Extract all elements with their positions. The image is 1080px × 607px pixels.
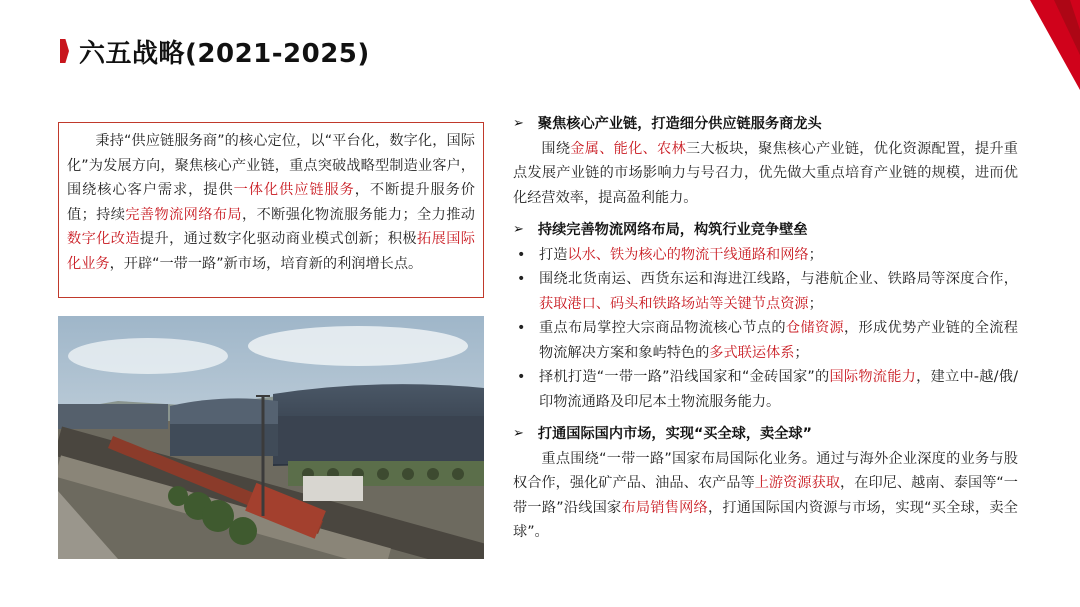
body-text: ，不断提升服务价值；持续 [67, 182, 475, 223]
arrow-bullet-icon: ➢ [513, 116, 524, 131]
highlight-text: 多式联运体系 [709, 344, 795, 361]
body-text: 重点围绕“一带一路”国家布局国际化业务。通过与海外企业深度的业务与股权合作，强化矿产品、油品、农产品等 [513, 450, 1018, 491]
section-title: ➢ 持续完善物流网络布局，构筑行业竞争壁垒 [513, 218, 1018, 243]
section-title: ➢ 打通国际国内市场，实现“买全球，卖全球” [513, 422, 1018, 447]
highlight-text: 数字化改造 [67, 231, 140, 247]
body-text: ，形成优势产业链的全流程物流解决方案和象屿特色的 [539, 320, 1018, 361]
page-title: 六五战略(2021-2025) [79, 38, 370, 69]
strategy-summary-box [58, 122, 484, 298]
body-text: 围绕 [541, 140, 571, 157]
title-marker-icon [60, 39, 69, 63]
section-international-market [513, 422, 1018, 545]
bullet-list [513, 243, 1018, 415]
body-text: 三大板块，聚焦核心产业链，优化资源配置，提升重点发展产业链的市场影响力与号召力，优先做大重点培育产业链的规模，进而优化经营效率，提高盈利能力。 [513, 140, 1018, 206]
body-text: 择机打造“一带一路”沿线国家和“金砖国家”的 [539, 369, 830, 385]
bullet-dot-icon: • [517, 320, 526, 336]
corner-decoration [1010, 0, 1080, 110]
body-text: 围绕北货南运、西货东运和海进江线路，与港航企业、铁路局等深度合作， [539, 271, 1018, 287]
body-text: ，开辟“一带一路”新市场，培育新的利润增长点。 [109, 255, 423, 272]
section-logistics-network [513, 218, 1018, 414]
strategy-details [513, 112, 1018, 553]
bullet-dot-icon: • [517, 369, 526, 385]
title-bar [60, 34, 370, 68]
bullet-dot-icon: • [517, 271, 526, 287]
list-item [513, 267, 1018, 316]
highlight-text: 一体化供应链服务 [233, 182, 355, 198]
bullet-dot-icon: • [517, 246, 526, 263]
list-item [513, 365, 1018, 414]
body-text: ； [808, 295, 823, 312]
list-item [513, 243, 1018, 268]
body-text: ，打通国际国内资源与市场，实现“买全球，卖全球”。 [513, 499, 1018, 540]
arrow-bullet-icon: ➢ [513, 426, 524, 441]
strategy-summary-text [67, 129, 475, 276]
body-text: 打造 [539, 246, 568, 263]
section-paragraph [513, 447, 1018, 545]
list-item [513, 316, 1018, 365]
logistics-photo [58, 316, 484, 559]
highlight-text: 上游资源获取 [754, 475, 841, 491]
highlight-text: 仓储资源 [785, 320, 845, 336]
highlight-text: 金属、能化、农林 [570, 140, 686, 157]
section-title: ➢ 聚焦核心产业链，打造细分供应链服务商龙头 [513, 112, 1018, 137]
highlight-text: 完善物流网络布局 [125, 206, 243, 223]
body-text: 重点布局掌控大宗商品物流核心节点的 [539, 320, 786, 336]
body-text: ，在印尼、越南、泰国等“一带一路”沿线国家 [513, 475, 1018, 516]
body-text: ，建立中-越/俄/印物流通路及印尼本土物流服务能力。 [539, 369, 1018, 410]
body-text: ，不断强化物流服务能力；全力推动 [242, 206, 475, 223]
body-text: 提升，通过数字化驱动商业模式创新；积极 [139, 231, 418, 247]
highlight-text: 国际物流能力 [829, 369, 917, 385]
body-text: 秉持“供应链服务商”的核心定位，以“平台化，数字化，国际化”为发展方向，聚焦核心产业链，重点突破战略型制造业客户，围绕核心客户需求，提供 [67, 133, 475, 198]
body-text: ； [794, 344, 809, 361]
section-paragraph [513, 137, 1018, 211]
highlight-text: 以水、铁为核心的物流干线通路和网络 [567, 246, 809, 263]
highlight-text: 布局销售网络 [621, 499, 708, 516]
arrow-bullet-icon: ➢ [513, 222, 524, 237]
highlight-text: 获取港口、码头和铁路场站等关键节点资源 [539, 295, 809, 312]
body-text: ； [808, 246, 823, 263]
section-core-chain [513, 112, 1018, 210]
highlight-text: 拓展国际化业务 [67, 231, 475, 272]
